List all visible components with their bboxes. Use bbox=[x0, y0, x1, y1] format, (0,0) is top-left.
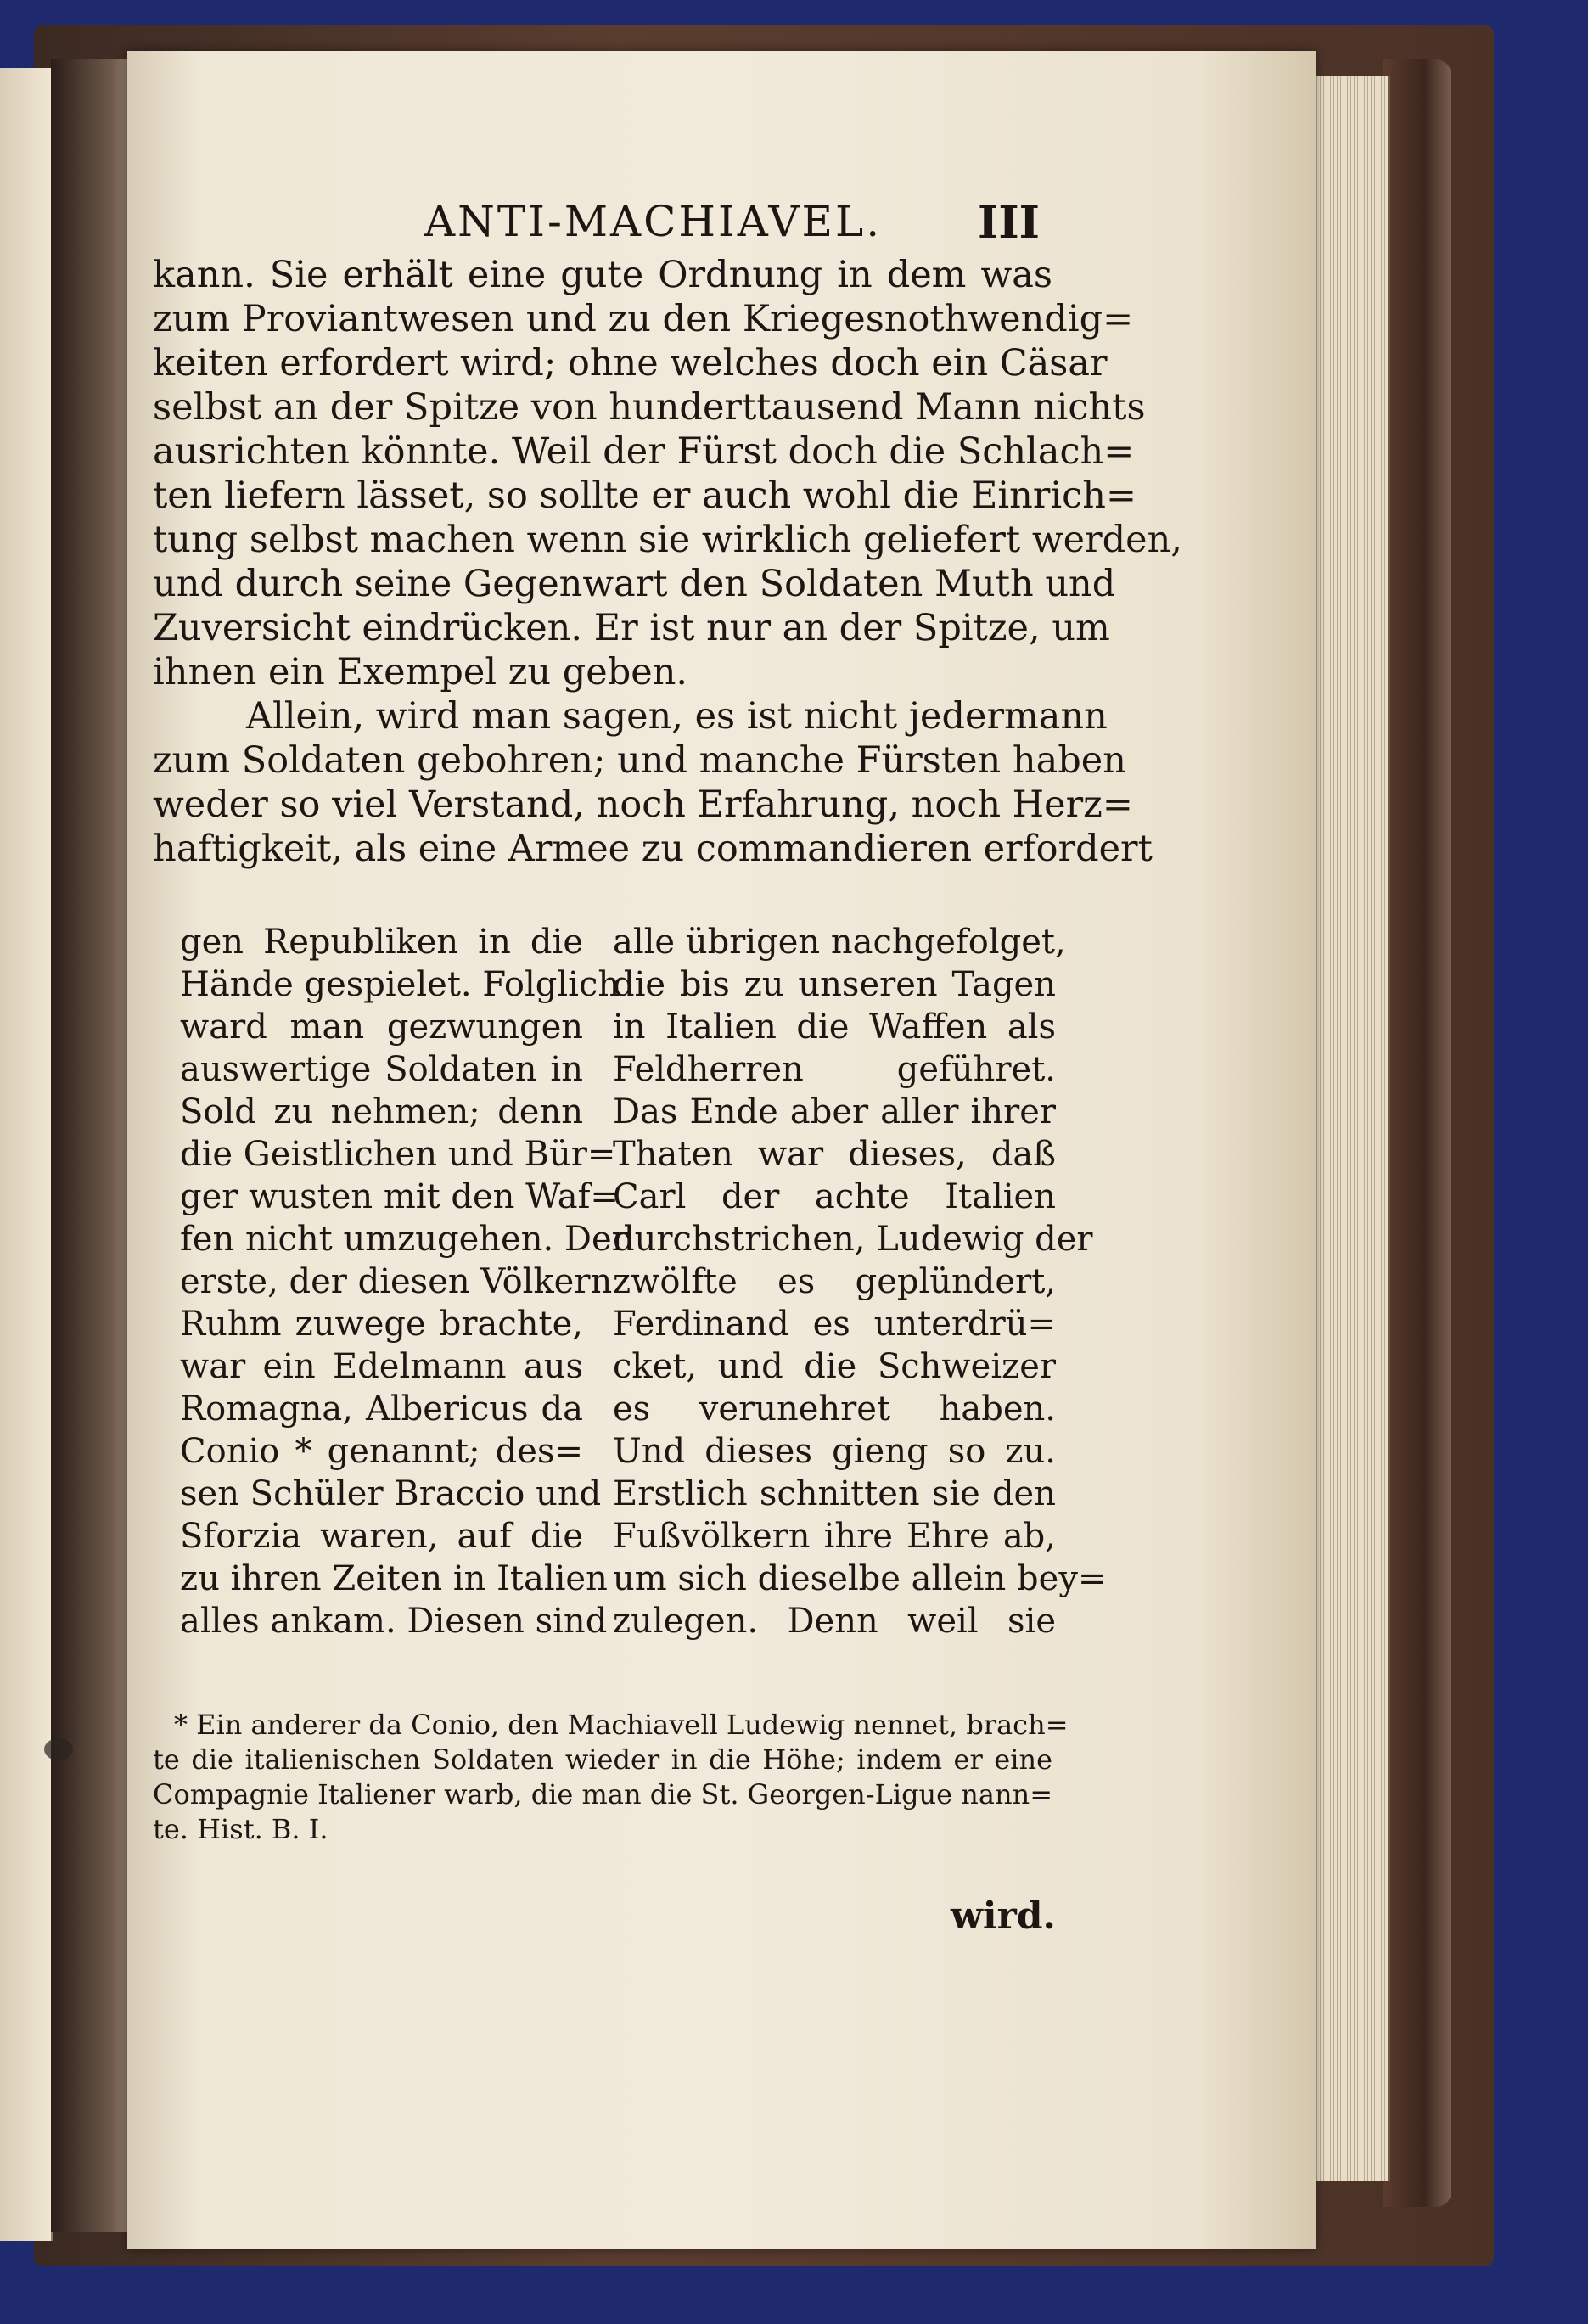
column-line: auswertige Soldaten in bbox=[180, 1050, 583, 1089]
catchword: wird. bbox=[951, 1895, 1056, 1938]
column-line: um sich dieselbe allein bey= bbox=[613, 1559, 1107, 1598]
column-line: Erstlich schnitten sie den bbox=[613, 1474, 1056, 1513]
column-line: Das Ende aber aller ihrer bbox=[613, 1092, 1056, 1131]
text-line: Zuversicht eindrücken. Er ist nur an der Spitze, um bbox=[153, 607, 1110, 649]
ink-blot bbox=[44, 1738, 73, 1760]
column-line: war ein Edelmann aus bbox=[180, 1347, 583, 1386]
text-line: zum Proviantwesen und zu den Kriegesnothwendig= bbox=[153, 298, 1134, 340]
column-line: Thaten war dieses, daß bbox=[613, 1135, 1056, 1174]
column-line: in Italien die Waffen als bbox=[613, 1008, 1056, 1047]
text-line: selbst an der Spitze von hunderttausend Mann nichts bbox=[153, 386, 1146, 429]
column-line: Carl der achte Italien bbox=[613, 1177, 1056, 1216]
column-line: die bis zu unseren Tagen bbox=[613, 965, 1056, 1004]
footnote-line: Compagnie Italiener warb, die man die St. Georgen-Ligue nann= bbox=[153, 1778, 1052, 1810]
column-line: Ferdinand es unterdrü= bbox=[613, 1305, 1056, 1344]
text-line: keiten erfordert wird; ohne welches doch ein Cäsar bbox=[153, 342, 1108, 385]
column-line: die Geistlichen und Bür= bbox=[180, 1135, 616, 1174]
footnote-line: * Ein anderer da Conio, den Machiavell Ludewig nennet, brach= bbox=[174, 1709, 1069, 1741]
footnote-line: te. Hist. B. I. bbox=[153, 1813, 328, 1845]
text-line: zum Soldaten gebohren; und manche Fürsten haben bbox=[153, 739, 1126, 782]
text-line: Allein, wird man sagen, es ist nicht jedermann bbox=[246, 695, 1108, 738]
column-line: Sforzia waren, auf die bbox=[180, 1517, 583, 1556]
text-line: ihnen ein Exempel zu geben. bbox=[153, 651, 688, 693]
column-line: Hände gespielet. Folglich bbox=[180, 965, 620, 1004]
column-line: Romagna, Albericus da bbox=[180, 1389, 583, 1429]
column-line: Ruhm zuwege brachte, bbox=[180, 1305, 583, 1344]
page-stack-edges bbox=[1307, 76, 1390, 2181]
text-line: tung selbst machen wenn sie wirklich geliefert werden, bbox=[153, 519, 1182, 561]
column-line: cket, und die Schweizer bbox=[613, 1347, 1056, 1386]
column-line: Conio * genannt; des= bbox=[180, 1432, 583, 1471]
text-line: und durch seine Gegenwart den Soldaten Muth und bbox=[153, 563, 1116, 605]
column-line: gen Republiken in die bbox=[180, 923, 583, 962]
footnote-line: te die italienischen Soldaten wieder in die Höhe; indem er eine bbox=[153, 1743, 1052, 1776]
column-line: zu ihren Zeiten in Italien bbox=[180, 1559, 608, 1598]
column-line: zulegen. Denn weil sie bbox=[613, 1602, 1056, 1641]
column-line: zwölfte es geplündert, bbox=[613, 1262, 1056, 1301]
column-line: fen nicht umzugehen. Der bbox=[180, 1220, 628, 1259]
column-line: durchstrichen, Ludewig der bbox=[613, 1220, 1093, 1259]
column-line: Fußvölkern ihre Ehre ab, bbox=[613, 1517, 1056, 1556]
column-line: alle übrigen nachgefolget, bbox=[613, 923, 1066, 962]
page-number: III bbox=[978, 197, 1040, 249]
text-line: kann. Sie erhält eine gute Ordnung in dem was bbox=[153, 254, 1052, 296]
text-line: ausrichten könnte. Weil der Fürst doch die Schlach= bbox=[153, 430, 1135, 473]
column-line: ger wusten mit den Waf= bbox=[180, 1177, 619, 1216]
column-line: Und dieses gieng so zu. bbox=[613, 1432, 1056, 1471]
column-line: sen Schüler Braccio und bbox=[180, 1474, 602, 1513]
facing-page-edge bbox=[0, 68, 53, 2241]
back-cover-edge bbox=[1383, 59, 1451, 2207]
column-line: ward man gezwungen bbox=[180, 1008, 583, 1047]
running-title: ANTI-MACHIAVEL. bbox=[424, 197, 883, 246]
column-line: erste, der diesen Völkern bbox=[180, 1262, 613, 1301]
text-line: ten liefern lässet, so sollte er auch wohl die Einrich= bbox=[153, 474, 1136, 517]
column-line: alles ankam. Diesen sind bbox=[180, 1602, 608, 1641]
column-line: Feldherren geführet. bbox=[613, 1050, 1056, 1089]
text-line: weder so viel Verstand, noch Erfahrung, noch Herz= bbox=[153, 783, 1133, 826]
column-line: es verunehret haben. bbox=[613, 1389, 1056, 1429]
text-line: haftigkeit, als eine Armee zu commandieren erfordert bbox=[153, 828, 1153, 870]
column-line: Sold zu nehmen; denn bbox=[180, 1092, 583, 1131]
